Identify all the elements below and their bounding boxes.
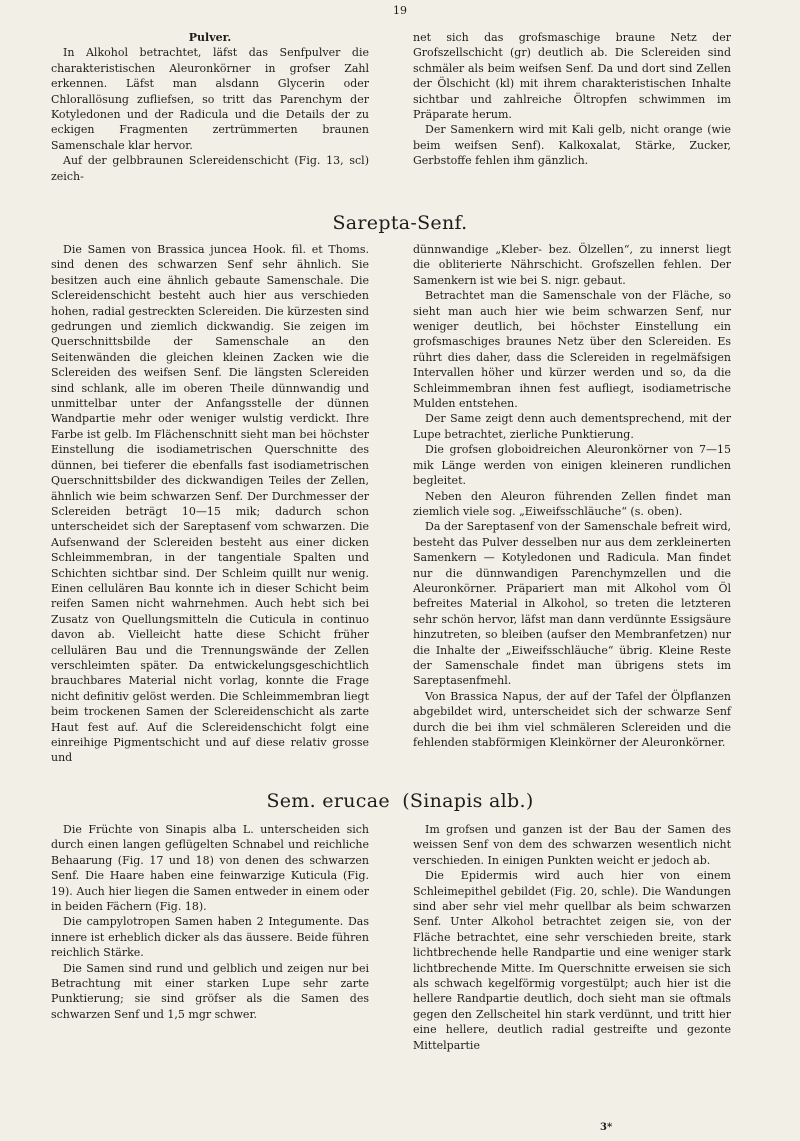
- paragraph: Der Same zeigt denn auch dementsprechend, mit der Lupe betrachtet, zierliche Punktierung.: [413, 412, 731, 441]
- paragraph: Auf der gelbbraunen Sclereidenschicht (Fig. 13, scl) zeich-: [51, 154, 369, 183]
- paragraph: Da der Sareptasenf von der Samenschale befreit wird, besteht das Pulver desselben nur aus dem zerkleinerten Samenkern — Kotyledonen und Radicula. Man findet nur die dünnwandigen Parenchymzellen und die Aleuronkörner. Präpariert man mit Alkohol vom Öl befreites Material in Alkohol, so treten die letzteren sehr schön hervor, läfst man dann verdünnte Essigsäure hinzutreten, so bleiben (aufser den Membranfetzen) nur die Inhalte der „Eiweifsschläuche“ übrig. Kleine Reste der Samenschale findet man übrigens stets im Sareptasenfmehl.: [413, 520, 731, 688]
- paragraph: Die campylotropen Samen haben 2 Integumente. Das innere ist erheblich dicker als das äussere. Beide führen reichlich Stärke.: [51, 915, 369, 960]
- paragraph: Der Samenkern wird mit Kali gelb, nicht orange (wie beim weifsen Senf). Kalkoxalat, Stärke, Zucker, Gerbstoffe fehlen ihm gänzlich.: [413, 123, 731, 168]
- paragraph: Im grofsen und ganzen ist der Bau der Samen des weissen Senf von dem des schwarzen wesentlich nicht verschieden. In einigen Punkten weicht er jedoch ab.: [413, 823, 731, 867]
- heading-text-right: (Sinapis alb.): [402, 790, 534, 812]
- sarepta-right-column: [413, 242, 731, 750]
- page-number: 19: [393, 4, 407, 17]
- section-heading-erucae: [0, 790, 800, 812]
- paragraph: Neben den Aleuron führenden Zellen findet man ziemlich viele sog. „Eiweifsschläuche“ (s. oben).: [413, 489, 731, 518]
- pulver-left-column: [51, 30, 369, 184]
- paragraph: Die Samen sind rund und gelblich und zeigen nur bei Betrachtung mit einer starken Lupe sehr zarte Punktierung; sie sind gröfser als die Samen des schwarzen Senf und 1,5 mgr schwer.: [51, 961, 369, 1021]
- paragraph: net sich das grofsmaschige braune Netz der Grofszellschicht (gr) deutlich ab. Die Sclereiden sind schmäler als beim weifsen Senf. Da und dort sind Zellen der Ölschicht (kl) mit ihrem charakteristischen Inhalte sichtbar und zahlreiche Öltropfen schwimmen im Präparate herum.: [413, 31, 731, 122]
- paragraph: Die grofsen globoidreichen Aleuronkörner von 7—15 mik Länge werden von einigen kleineren rundlichen begleitet.: [413, 443, 731, 488]
- paragraph: In Alkohol betrachtet, läfst das Senfpulver die charakteristischen Aleuronkörner in grofser Zahl erkennen. Läfst man alsdann Glycerin oder Chlorallösung zufliefsen, so tritt das Parenchym der Kotyledonen und der Radicula und die Details der zu eckigen Fragmenten zertrümmerten braunen Samenschale klar hervor.: [51, 46, 369, 152]
- erucae-right-column: [413, 822, 731, 1053]
- section-title-pulver: Pulver.: [188, 31, 232, 44]
- section-heading-sarepta: [0, 212, 800, 234]
- paragraph: Betrachtet man die Samenschale von der Fläche, so sieht man auch hier wie beim schwarzen Senf, nur weniger deutlich, bei höchster Einstellung ein grofsmaschiges braunes Netz über den Sclereiden. Es rührt dies daher, dass die Sclereiden in regelmäfsigen Intervallen höher und kürzer werden und so, da die Schleimmembran ihnen fest aufliegt, isodiametrische Mulden entstehen.: [413, 289, 731, 411]
- paragraph: dünnwandige „Kleber- bez. Ölzellen“, zu innerst liegt die obliterierte Nährschicht. Grofszellen fehlen. Der Samenkern ist wie bei S. nigr. gebaut.: [413, 243, 731, 287]
- heading-text-left: Sem. erucae: [266, 790, 390, 812]
- pulver-right-column: [413, 30, 731, 169]
- signature-mark: 3*: [600, 1122, 613, 1133]
- sarepta-left-column: [51, 242, 369, 766]
- paragraph: Die Samen von Brassica juncea Hook. fil. et Thoms. sind denen des schwarzen Senf sehr ähnlich. Sie besitzen auch eine ähnlich gebaute Samenschale. Die Sclereidenschicht besteht auch hier aus verschieden hohen, radial gestreckten Sclereiden. Die kürzesten sind gedrungen und ziemlich dickwandig. Sie zeigen im Querschnittsbilde der Samenschale an den Seitenwänden die gleichen kleinen Zacken wie die Sclereiden des weifsen Senf. Die längsten Sclereiden sind schlank, alle im oberen Theile dünnwandig und unmittelbar unter der Anfangsstelle der dünnen Wandpartie mehr oder weniger wulstig verdickt. Ihre Farbe ist gelb. Im Flächenschnitt sieht man bei höchster Einstellung die isodiametrischen Querschnitte des dünnen, bei tieferer die ebenfalls fast isodiametrischen Querschnittsbilder des dickwandigen Teiles der Zellen, ähnlich wie beim schwarzen Senf. Der Durchmesser der Sclereiden beträgt 10—15 mik; dadurch schon unterscheidet sich der Sareptasenf vom schwarzen. Die Aufsenwand der Sclereiden besteht aus einer dicken Schleimmembran, in der tangentiale Spalten und Schichten sichtbar sind. Der Schleim quillt nur wenig. Einen cellulären Bau konnte ich in dieser Schicht beim reifen Samen nicht wahrnehmen. Auch hebt sich bei Zusatz von Quellungsmitteln die Cuticula in continuo davon ab. Vielleicht hatte diese Schicht früher cellulären Bau und die Trennungswände der Zellen verschleimten später. Da entwickelungsgeschichtlich brauchbares Material nicht vorlag, konnte die Frage nicht definitiv gelöst werden. Die Schleimmembran liegt beim trockenen Samen der Sclereidenschicht als zarte Haut fest auf. Auf die Sclereidenschicht folgt eine einreihige Pigmentschicht und auf diese relativ grosse und: [51, 243, 369, 765]
- paragraph: Von Brassica Napus, der auf der Tafel der Ölpflanzen abgebildet wird, unterscheidet sich der schwarze Senf durch die bei ihm viel schmäleren Sclereiden und die fehlenden stabförmigen Kleinkörner der Aleuronkörner.: [413, 689, 731, 749]
- erucae-left-column: [51, 822, 369, 1022]
- heading-text: Sarepta-Senf.: [332, 212, 468, 234]
- paragraph: Die Früchte von Sinapis alba L. unterscheiden sich durch einen langen geflügelten Schnabel und reichliche Behaarung (Fig. 17 und 18) von denen des schwarzen Senf. Die Haare haben eine feinwarzige Kuticula (Fig. 19). Auch hier liegen die Samen entweder in einem oder in beiden Fächern (Fig. 18).: [51, 823, 369, 914]
- paragraph: Die Epidermis wird auch hier von einem Schleimepithel gebildet (Fig. 20, schle). Die Wandungen sind aber sehr viel mehr quellbar als beim schwarzen Senf. Unter Alkohol betrachtet zeigen sie, von der Fläche betrachtet, eine sehr verschieden breite, stark lichtbrechende helle Randpartie und eine weniger stark lichtbrechende Mitte. Im Querschnitte erweisen sie sich als schwach kegelförmig vorgestülpt; auch hier ist die hellere Randpartie deutlich, doch sieht man sie oftmals gegen den Zellscheitel hin stark verdünnt, und tritt hier eine hellere, deutlich radial gestreifte und gezonte Mittelpartie: [413, 869, 731, 1052]
